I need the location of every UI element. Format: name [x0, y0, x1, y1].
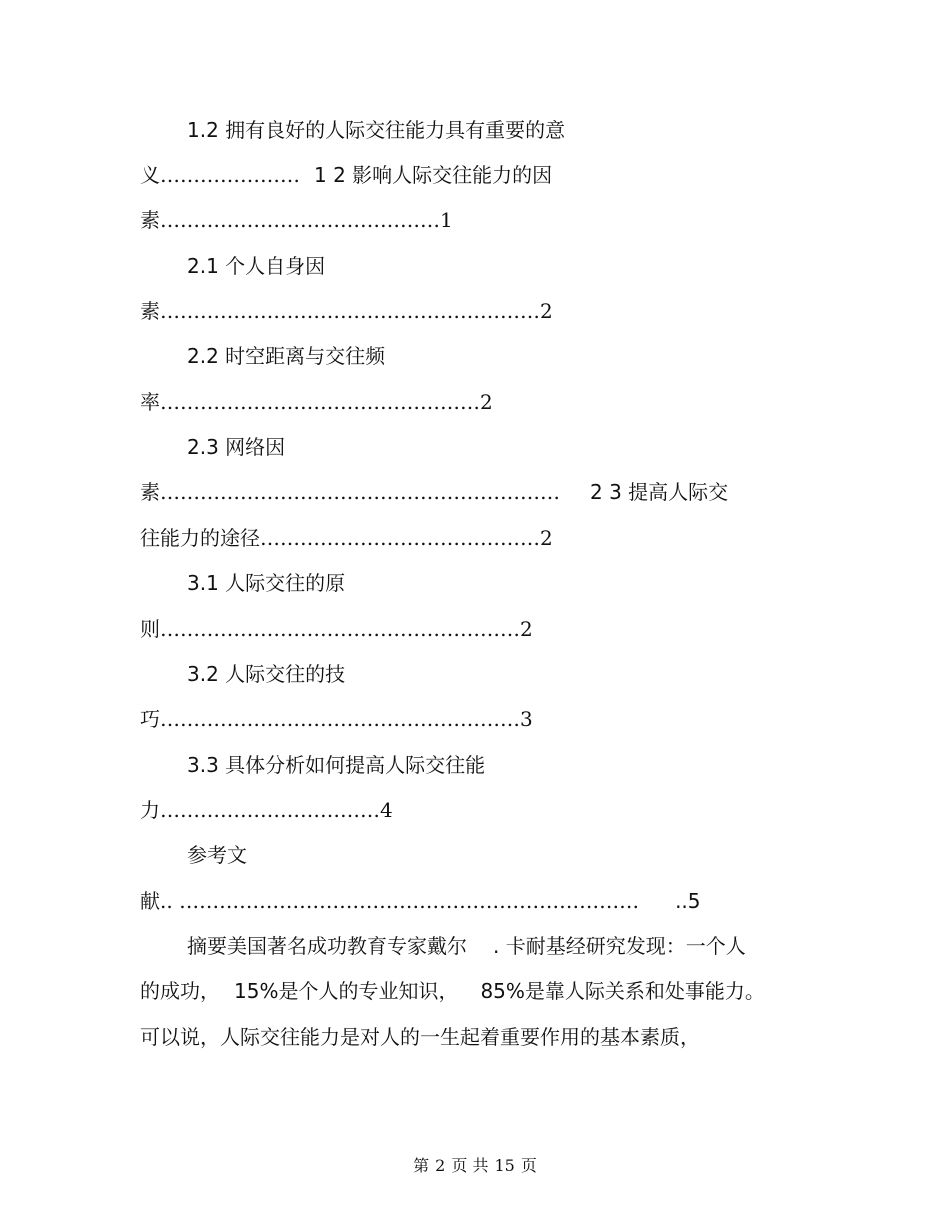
abstract-text: 15%是个人的专业知识， [234, 979, 459, 1003]
footer-prefix: 第 [413, 1156, 430, 1175]
toc-line [140, 163, 552, 187]
abstract-line [140, 979, 765, 1003]
toc-entry: 2 3 提高人际交 [590, 480, 729, 504]
toc-line: 3.3 具体分析如何提高人际交往能 [187, 753, 486, 777]
toc-leader: 义………………… [140, 163, 300, 187]
abstract-text: 的成功， [140, 979, 220, 1003]
footer-suffix: 页 [520, 1156, 537, 1175]
toc-line: 则………………………………………………2 [140, 617, 533, 641]
toc-line [140, 480, 728, 504]
toc-leader: 素…………………………………………………… [140, 480, 560, 504]
toc-entry: 1 2 影响人际交往能力的因 [314, 163, 553, 187]
toc-line: 3.2 人际交往的技 [187, 662, 346, 686]
toc-line: 巧………………………………………………3 [140, 707, 533, 731]
page-footer [0, 1156, 950, 1176]
abstract-text: 85%是靠人际关系和处事能力。 [480, 979, 765, 1003]
toc-line: 率…………………………………………2 [140, 390, 493, 414]
abstract-line [187, 934, 746, 958]
toc-line: 2.1 个人自身因 [187, 254, 326, 278]
footer-page-number: 2 [435, 1156, 446, 1175]
toc-line: 素……………………………………1 [140, 208, 453, 232]
abstract-text: 摘要美国著名成功教育专家戴尔 [187, 934, 467, 958]
abstract-line: 可以说，人际交往能力是对人的一生起着重要作用的基本素质， [140, 1025, 700, 1049]
toc-line: 2.3 网络因 [187, 435, 286, 459]
footer-mid: 页 共 [451, 1156, 489, 1175]
toc-line: 往能力的途径……………………………………2 [140, 526, 553, 550]
toc-page-number: ..5 [675, 889, 701, 913]
footer-total-pages: 15 [494, 1156, 515, 1175]
toc-line [140, 889, 701, 913]
toc-line: 力……………………………4 [140, 798, 393, 822]
toc-line: 3.1 人际交往的原 [187, 571, 346, 595]
toc-line: 素…………………………………………………2 [140, 299, 553, 323]
abstract-text: . 卡耐基经研究发现：一个人 [493, 934, 746, 958]
toc-line: 1.2 拥有良好的人际交往能力具有重要的意 [187, 118, 566, 142]
toc-leader: 献.. …………………………………………………………… [140, 889, 640, 913]
toc-line: 参考文 [187, 843, 247, 867]
toc-line: 2.2 时空距离与交往频 [187, 344, 386, 368]
